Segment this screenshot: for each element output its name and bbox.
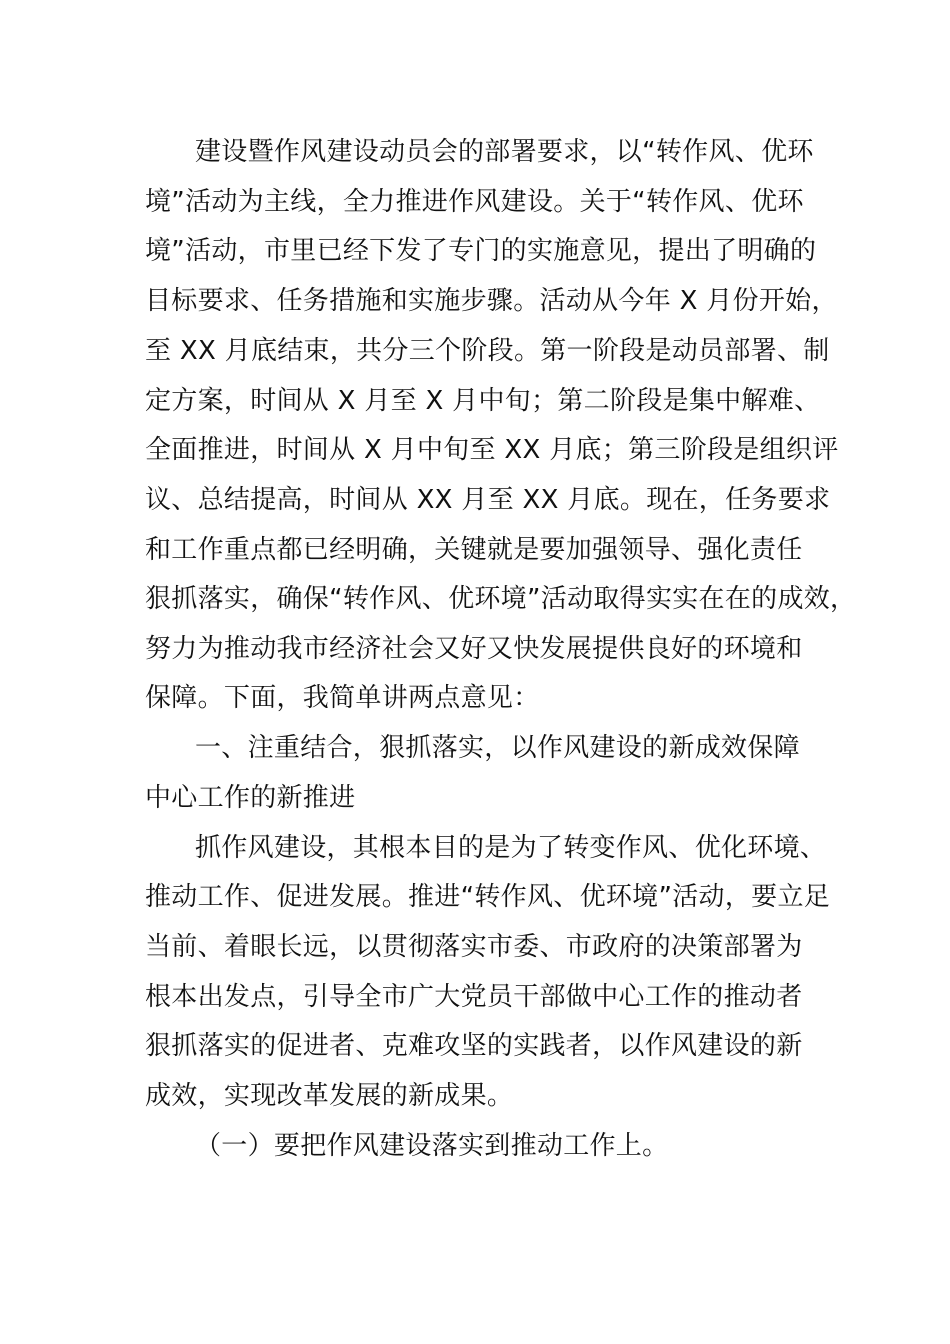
paragraph-line: 当前、着眼长远，以贯彻落实市委、市政府的决策部署为 (145, 932, 803, 962)
paragraph-line: 根本出发点，引导全市广大党员干部做中心工作的推动者 (145, 982, 803, 1012)
paragraph-line: 境”活动为主线，全力推进作风建设。关于“转作风、优环 (145, 187, 804, 217)
paragraph-line: 狠抓落实，确保“转作风、优环境”活动取得实实在在的成效， (145, 584, 857, 614)
paragraph-line: 努力为推动我市经济社会又好又快发展提供良好的环境和 (145, 634, 803, 664)
paragraph-line: 目标要求、任务措施和实施步骤。活动从今年 X 月份开始， (145, 286, 838, 316)
paragraph-line: 议、总结提高，时间从 XX 月至 XX 月底。现在，任务要求 (145, 485, 831, 515)
subsection-heading: （一）要把作风建设落实到推动工作上。 (195, 1131, 669, 1161)
paragraph-line: 保障。下面，我简单讲两点意见： (145, 683, 540, 713)
paragraph-line: 和工作重点都已经明确，关键就是要加强领导、强化责任 (145, 535, 803, 565)
paragraph-line: 推动工作、促进发展。推进“转作风、优环境”活动，要立足 (145, 882, 831, 912)
section-heading: 一、注重结合，狠抓落实，以作风建设的新成效保障 (195, 733, 800, 763)
section-heading: 中心工作的新推进 (145, 783, 356, 813)
paragraph-line: 狠抓落实的促进者、克难攻坚的实践者，以作风建设的新 (145, 1031, 803, 1061)
paragraph-line: 建设暨作风建设动员会的部署要求，以“转作风、优环 (195, 137, 814, 167)
paragraph-line: 成效，实现改革发展的新成果。 (145, 1081, 514, 1111)
paragraph-line: 全面推进，时间从 X 月中旬至 XX 月底；第三阶段是组织评 (145, 435, 839, 465)
paragraph-line: 境”活动，市里已经下发了专门的实施意见，提出了明确的 (145, 236, 817, 266)
paragraph-line: 定方案，时间从 X 月至 X 月中旬；第二阶段是集中解难、 (145, 386, 821, 416)
paragraph-line: 抓作风建设，其根本目的是为了转变作风、优化环境、 (195, 833, 827, 863)
paragraph-line: 至 XX 月底结束，共分三个阶段。第一阶段是动员部署、制 (145, 336, 830, 366)
